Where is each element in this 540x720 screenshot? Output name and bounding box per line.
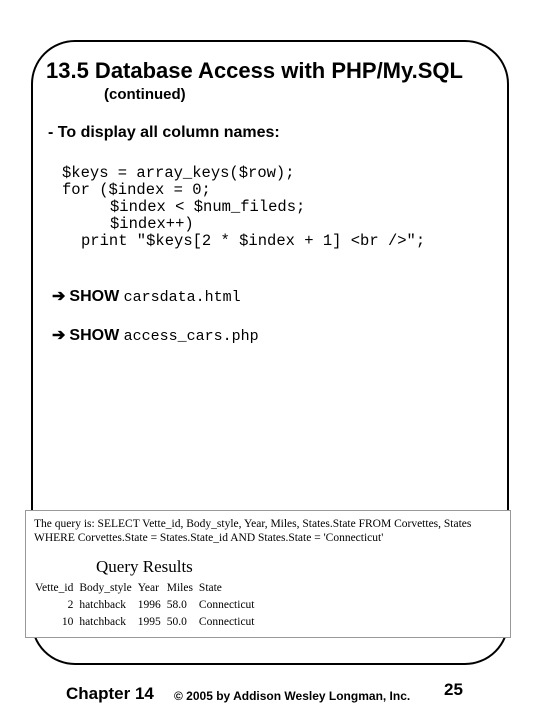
show-access-cars[interactable] bbox=[52, 325, 259, 345]
table-cell: hatchback bbox=[79, 598, 126, 611]
table-cell: 58.0 bbox=[166, 598, 187, 611]
query-results-heading: Query Results bbox=[96, 557, 193, 576]
page-number: 25 bbox=[444, 680, 463, 699]
arrow-right-icon: ➔ bbox=[52, 327, 66, 344]
table-cell: hatchback bbox=[79, 615, 126, 628]
results-table bbox=[32, 579, 258, 630]
show-carsdata[interactable] bbox=[52, 286, 241, 306]
query-text: The query is: SELECT Vette_id, Body_style, Year, Miles, States.State FROM Corvettes, States WHERE Corvettes.State = States.State_id AND States.State = 'Connecticut' bbox=[34, 518, 472, 544]
column-header: Body_style bbox=[79, 581, 132, 594]
column-header: Year bbox=[137, 581, 159, 594]
table-cell: 1996 bbox=[137, 598, 161, 611]
column-header: Miles bbox=[166, 581, 193, 594]
footer-copyright: © 2005 by Addison Wesley Longman, Inc. bbox=[174, 689, 411, 703]
slide-subtitle: (continued) bbox=[104, 86, 186, 103]
code-line: for ($index = 0; bbox=[62, 181, 211, 199]
arrow-right-icon: ➔ bbox=[52, 288, 66, 305]
footer-chapter: Chapter 14 bbox=[66, 684, 154, 703]
column-header: State bbox=[198, 581, 222, 594]
show-filename: carsdata.html bbox=[123, 289, 241, 306]
show-label: SHOW bbox=[69, 288, 120, 305]
slide-title: 13.5 Database Access with PHP/My.SQL bbox=[46, 58, 463, 83]
table-cell: Connecticut bbox=[198, 598, 255, 611]
table-cell: 1995 bbox=[137, 615, 161, 628]
show-label: SHOW bbox=[69, 327, 120, 344]
code-line: $index++) bbox=[110, 215, 194, 233]
bullet-text: - To display all column names: bbox=[48, 124, 280, 141]
table-header-row bbox=[32, 579, 258, 596]
table-cell: 50.0 bbox=[166, 615, 187, 628]
browser-screenshot bbox=[25, 510, 511, 638]
column-header: Vette_id bbox=[35, 581, 74, 594]
table-row bbox=[32, 613, 258, 630]
show-filename: access_cars.php bbox=[123, 328, 259, 345]
table-cell: 2 bbox=[67, 598, 74, 611]
code-line: print "$keys[2 * $index + 1] <br />"; bbox=[81, 232, 426, 250]
table-cell: 10 bbox=[61, 615, 74, 628]
code-line: $index < $num_fileds; bbox=[110, 198, 306, 216]
code-line: $keys = array_keys($row); bbox=[62, 164, 295, 182]
table-row bbox=[32, 596, 258, 613]
table-cell: Connecticut bbox=[198, 615, 255, 628]
